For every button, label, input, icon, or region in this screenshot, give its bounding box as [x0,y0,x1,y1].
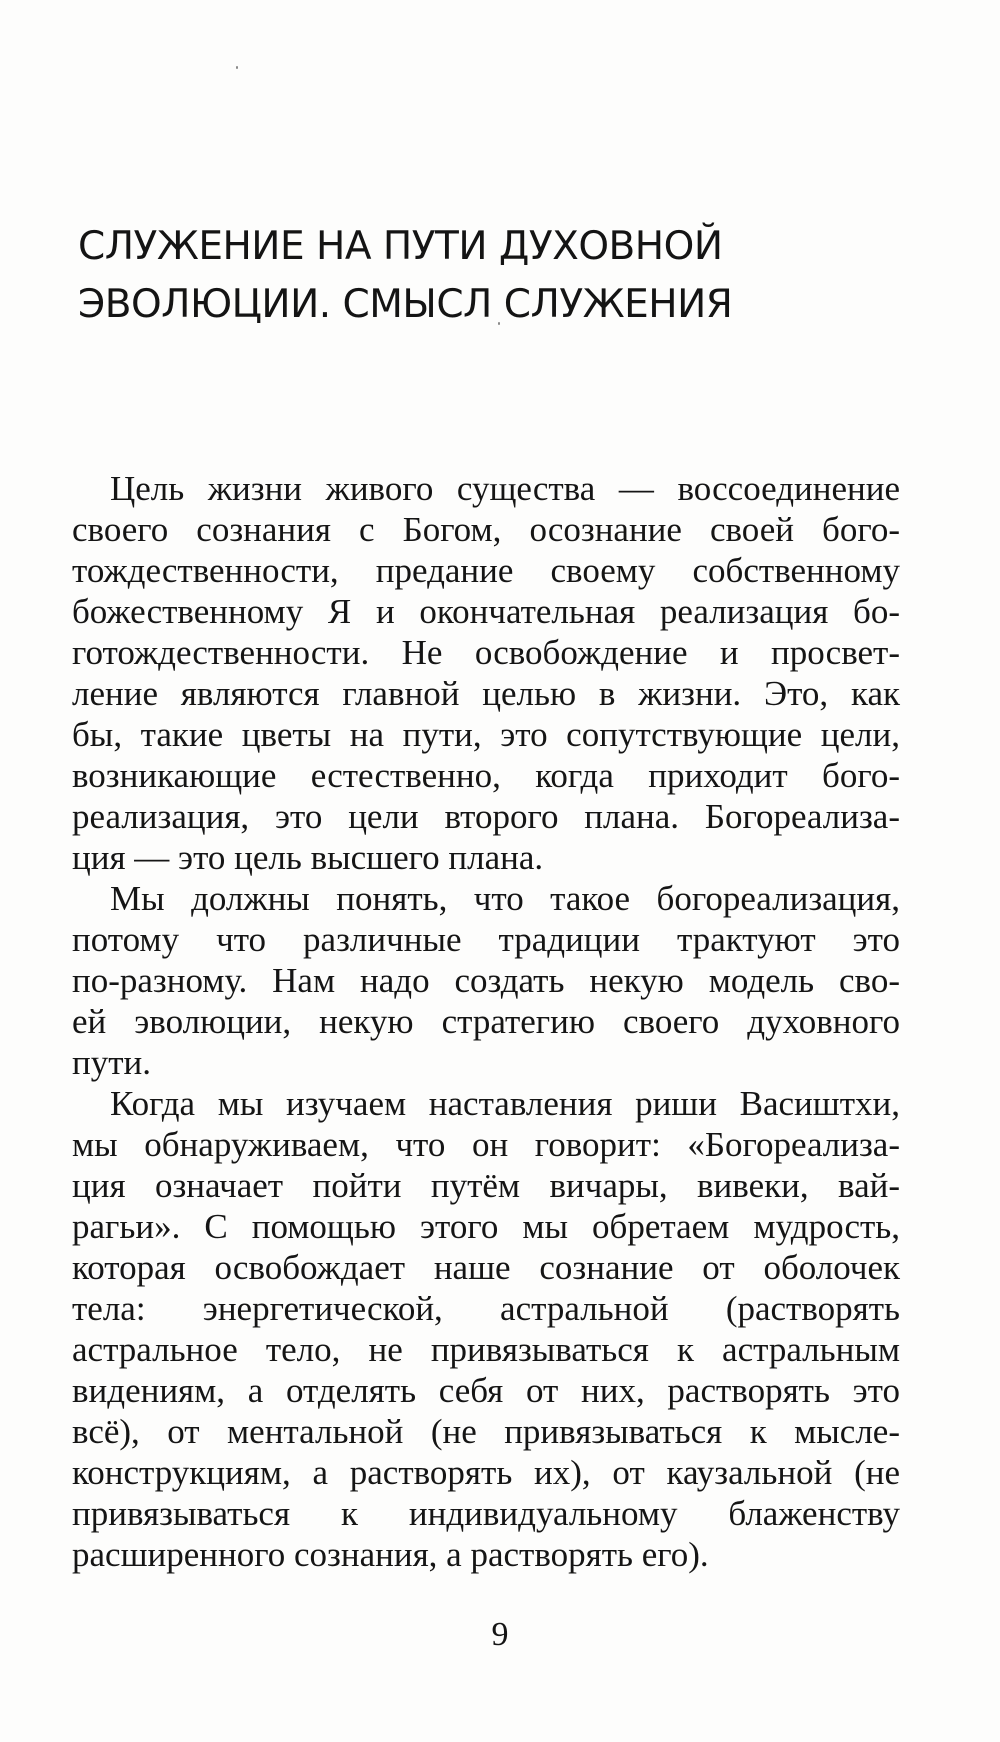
paragraph [72,878,900,1083]
paragraph [72,468,900,878]
text-line: по-разному. Нам надо создать некую модель сво- [72,961,900,1000]
page-number: 9 [491,1616,509,1653]
text-line: которая освобождает наше сознание от оболочек [72,1248,900,1287]
text-line: ция означает пойти путём вичары, вивеки, вай- [72,1166,900,1205]
text-line: всё), от ментальной (не привязываться к мысле- [72,1412,900,1451]
text-line: ей эволюции, некую стратегию своего духовного [72,1002,900,1041]
text-line: расширенного сознания, а растворять его). [72,1535,709,1574]
body-text [72,468,900,1575]
paragraph [72,1083,900,1575]
text-line: ление являются главной целью в жизни. Это, как [72,674,900,713]
chapter-title-line: СЛУЖЕНИЕ НА ПУТИ ДУХОВНОЙ [78,224,723,269]
text-line: Цель жизни живого существа — воссоединение [110,469,900,508]
print-speck [236,66,238,69]
text-line: астральное тело, не привязываться к астральным [72,1330,900,1369]
text-line: своего сознания с Богом, осознание своей бого- [72,510,900,549]
chapter-title [78,218,938,334]
text-line: божественному Я и окончательная реализация бо- [72,592,900,631]
text-line: видениям, а отделять себя от них, растворять это [72,1371,900,1410]
text-line: привязываться к индивидуальному блаженству [72,1494,900,1533]
text-line: Когда мы изучаем наставления риши Васиштхи, [110,1084,900,1123]
text-line: реализация, это цели второго плана. Богореализа- [72,797,900,836]
text-line: мы обнаруживаем, что он говорит: «Богореализа- [72,1125,900,1164]
text-line: потому что различные традиции трактуют это [72,920,900,959]
text-line: бы, такие цветы на пути, это сопутствующие цели, [72,715,900,754]
text-line: тела: энергетической, астральной (растворять [72,1289,900,1328]
text-line: ция — это цель высшего плана. [72,838,544,877]
text-line: возникающие естественно, когда приходит бого- [72,756,900,795]
text-line: пути. [72,1043,152,1082]
text-line: рагьи». С помощью этого мы обретаем мудрость, [72,1207,900,1246]
text-line: Мы должны понять, что такое богореализация, [110,879,900,918]
text-line: тождественности, предание своему собственному [72,551,900,590]
text-line: готождественности. Не освобождение и просвет- [72,633,900,672]
text-line: конструкциям, а растворять их), от каузальной (не [72,1453,900,1492]
chapter-title-line: ЭВОЛЮЦИИ. СМЫСЛ СЛУЖЕНИЯ [78,282,733,327]
